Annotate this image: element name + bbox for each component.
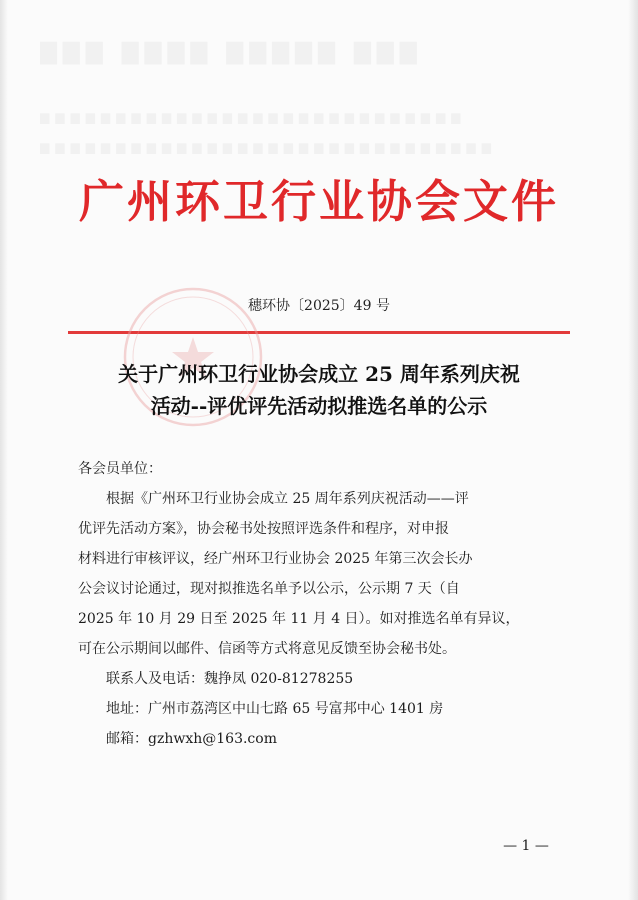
show-through-text: ▇▇▇ ▇▇▇▇ ▇▇▇▇▇ ▇▇▇ [40, 40, 423, 65]
paragraph-line: 可在公示期间以邮件、信函等方式将意见反馈至协会秘书处。 [78, 641, 456, 657]
page-number: — 1 — [503, 838, 549, 854]
email-line: 邮箱：gzhwxh@163.com [106, 731, 277, 747]
scan-edge-left [0, 0, 8, 900]
paragraph-line: 优评先活动方案》，协会秘书处按照评选条件和程序，对申报 [78, 521, 449, 537]
contact-line: 联系人及电话：魏挣凤 020-81278255 [106, 671, 354, 687]
scan-edge-right [628, 0, 638, 900]
notice-body [78, 454, 564, 754]
notice-title-line: 关于广州环卫行业协会成立 25 周年系列庆祝 [118, 362, 520, 386]
address-line: 地址：广州市荔湾区中山七路 65 号富邦中心 1401 房 [106, 701, 444, 717]
show-through-text: ▆▆▆▆▆▆▆▆▆▆▆▆▆▆▆▆▆▆▆▆▆▆▆▆▆▆▆▆▆▆ [40, 140, 497, 154]
notice-title [60, 358, 578, 422]
paragraph-line: 根据《广州环卫行业协会成立 25 周年系列庆祝活动——评 [106, 491, 469, 507]
salutation: 各会员单位： [78, 461, 162, 477]
show-through-text: ▆▆▆▆▆▆▆▆▆▆▆▆▆▆▆▆▆▆▆▆▆▆▆▆▆▆▆▆ [40, 110, 467, 124]
paragraph-line: 公会议讨论通过，现对拟推选名单予以公示，公示期 7 天（自 [78, 581, 460, 597]
document-header-title: 广州环卫行业协会文件 [78, 175, 559, 228]
paragraph-line: 材料进行审核评议，经广州环卫行业协会 2025 年第三次会长办 [78, 551, 473, 567]
paragraph-line: 2025 年 10 月 29 日至 2025 年 11 月 4 日）。如对推选名单有异议， [78, 611, 520, 627]
document-number: 穗环协〔2025〕49 号 [248, 298, 390, 314]
notice-title-line: 活动--评优评先活动拟推选名单的公示 [150, 394, 488, 418]
